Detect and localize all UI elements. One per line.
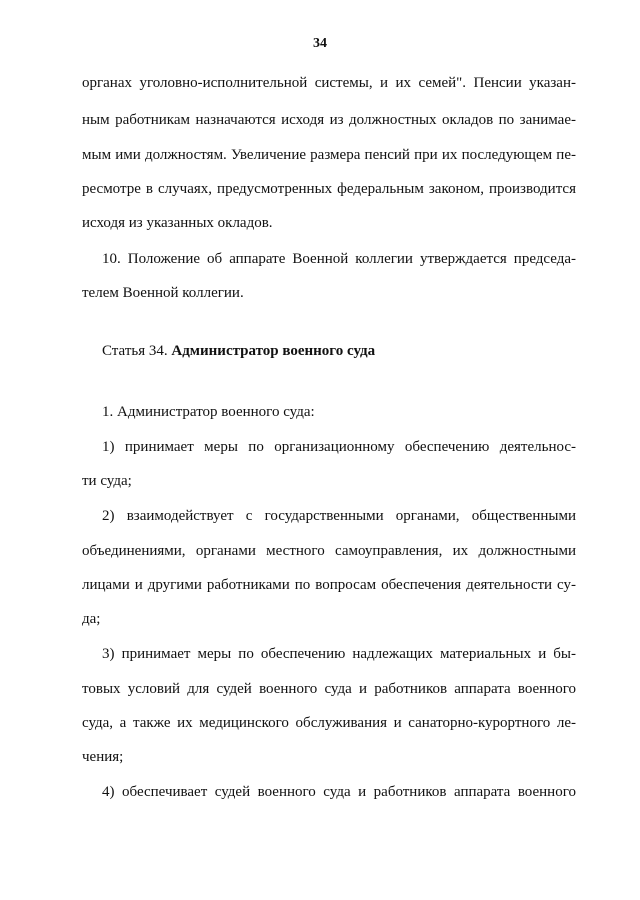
text-line: 2) взаимодействует с государственными органами, общественными (102, 508, 576, 524)
text-line: мым ими должностям. Увеличение размера пенсий при их последующем пе- (82, 147, 576, 163)
text-line: 4) обеспечивает судей военного суда и работников аппарата военного (102, 784, 576, 800)
text-line: исходя из указанных окладов. (82, 215, 273, 231)
text-line: телем Военной коллегии. (82, 285, 244, 301)
text-line: 1) принимает меры по организационному обеспечению деятельнос- (102, 439, 576, 455)
page-number: 34 (313, 36, 327, 51)
article-number: Статья 34. (102, 343, 168, 359)
article-heading (102, 342, 576, 360)
text-line: ресмотре в случаях, предусмотренных федеральным законом, производится (82, 181, 576, 197)
text-line: да; (82, 611, 101, 627)
text-line: объединениями, органами местного самоуправления, их должностными (82, 543, 576, 559)
text-line: суда, а также их медицинского обслуживания и санаторно-курортного ле- (82, 715, 576, 731)
text-line: ным работникам назначаются исходя из должностных окладов по занимае- (82, 112, 576, 128)
text-line: товых условий для судей военного суда и работников аппарата военного (82, 681, 576, 697)
text-line: чения; (82, 749, 124, 765)
article-title: Администратор военного суда (171, 343, 376, 359)
text-line: 1. Администратор военного суда: (102, 404, 315, 420)
text-line: 10. Положение об аппарате Военной коллегии утверждается председа- (102, 251, 576, 267)
text-line: ти суда; (82, 473, 132, 489)
text-line: органах уголовно-исполнительной системы, и их семей". Пенсии указан- (82, 75, 576, 91)
text-line: 3) принимает меры по обеспечению надлежащих материальных и бы- (102, 646, 576, 662)
text-line: лицами и другими работниками по вопросам обеспечения деятельности су- (82, 577, 576, 593)
